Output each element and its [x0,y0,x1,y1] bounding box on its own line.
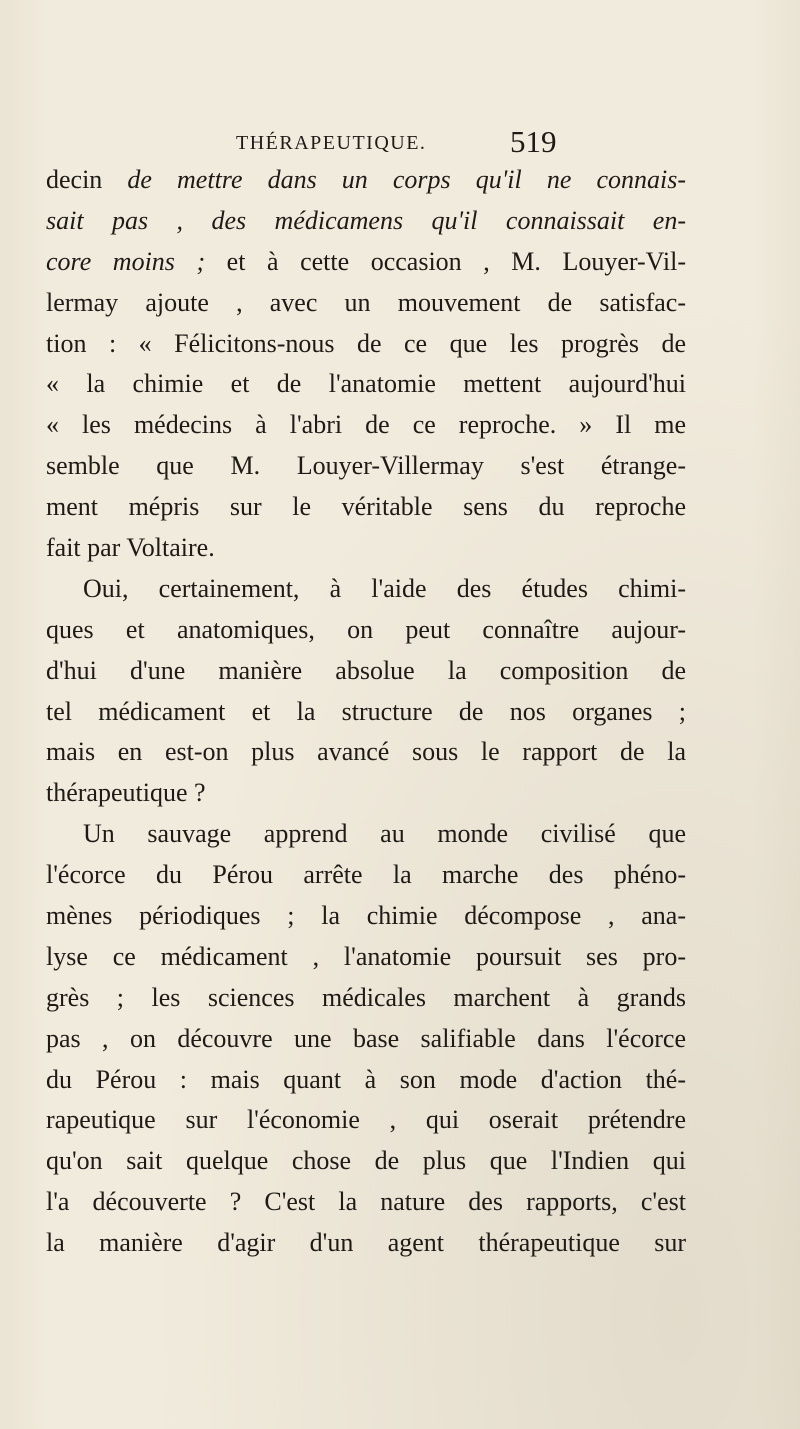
text-line [46,201,686,242]
text-line [46,855,686,896]
text-span: d'hui d'une manière absolue la composition de [46,655,686,685]
text-span: ques et anatomiques, on peut connaître aujour- [46,614,686,644]
text-line [46,1100,686,1141]
text-span: l'a découverte ? C'est la nature des rapports, c'est [46,1187,686,1217]
text-line [46,651,686,692]
text-span: l'écorce du Pérou arrête la marche des phéno- [46,860,686,890]
text-span: thérapeutique ? [46,778,206,808]
text-span: pas , on découvre une base salifiable dans l'écorce [46,1023,686,1053]
text-span: mènes périodiques ; la chimie décompose , ana- [46,901,686,931]
text-line [46,610,686,651]
text-span: la manière d'agir d'un agent thérapeutique sur [46,1228,686,1258]
italic-text: core moins ; [46,246,206,276]
italic-text: sait pas , des médicamens qu'il connaissait en- [46,205,686,235]
text-line [46,896,686,937]
text-line [46,978,686,1019]
text-span: fait par Voltaire. [46,533,215,563]
text-line [46,1019,686,1060]
text-span: Un sauvage apprend au monde civilisé que [83,819,686,849]
text-line [46,773,686,814]
text-span: lyse ce médicament , l'anatomie poursuit ses pro- [46,941,686,971]
text-line [46,1182,686,1223]
text-line [46,569,686,610]
text-line [46,160,686,201]
text-line [46,1223,686,1264]
text-span: grès ; les sciences médicales marchent à grands [46,982,686,1012]
page-header [0,108,800,158]
italic-text: de mettre dans un corps qu'il ne connais- [127,165,687,194]
text-line [46,814,686,855]
text-span: et à cette occasion , M. Louyer-Vil- [205,246,686,276]
page-number: 519 [510,124,557,159]
text-span: qu'on sait quelque chose de plus que l'Indien qui [46,1146,686,1176]
text-span: tion : « Félicitons-nous de ce que les progrès de [46,328,686,358]
text-line [46,242,686,283]
text-span: rapeutique sur l'économie , qui oserait prétendre [46,1105,686,1135]
body-text [46,160,686,1264]
text-line [46,405,686,446]
text-line [46,692,686,733]
text-span: tel médicament et la structure de nos organes ; [46,696,686,726]
text-span: « la chimie et de l'anatomie mettent aujourd'hui [46,369,686,399]
text-line [46,1060,686,1101]
text-span: du Pérou : mais quant à son mode d'action thé- [46,1064,686,1094]
text-line [46,446,686,487]
text-line [46,937,686,978]
text-span: ment mépris sur le véritable sens du reproche [46,492,686,522]
text-span: Oui, certainement, à l'aide des études chimi- [83,573,686,603]
text-line [46,324,686,365]
text-span: lermay ajoute , avec un mouvement de satisfac- [46,287,686,317]
running-head: THÉRAPEUTIQUE. [236,132,427,154]
text-line [46,283,686,324]
text-span: « les médecins à l'abri de ce reproche. » Il me [46,410,686,440]
text-line [46,732,686,773]
text-line [46,364,686,405]
text-span: decin [46,165,128,194]
text-span: semble que M. Louyer-Villermay s'est étrange- [46,451,686,481]
text-line [46,528,686,569]
text-line [46,487,686,528]
text-line [46,1141,686,1182]
text-span: mais en est-on plus avancé sous le rapport de la [46,737,686,767]
